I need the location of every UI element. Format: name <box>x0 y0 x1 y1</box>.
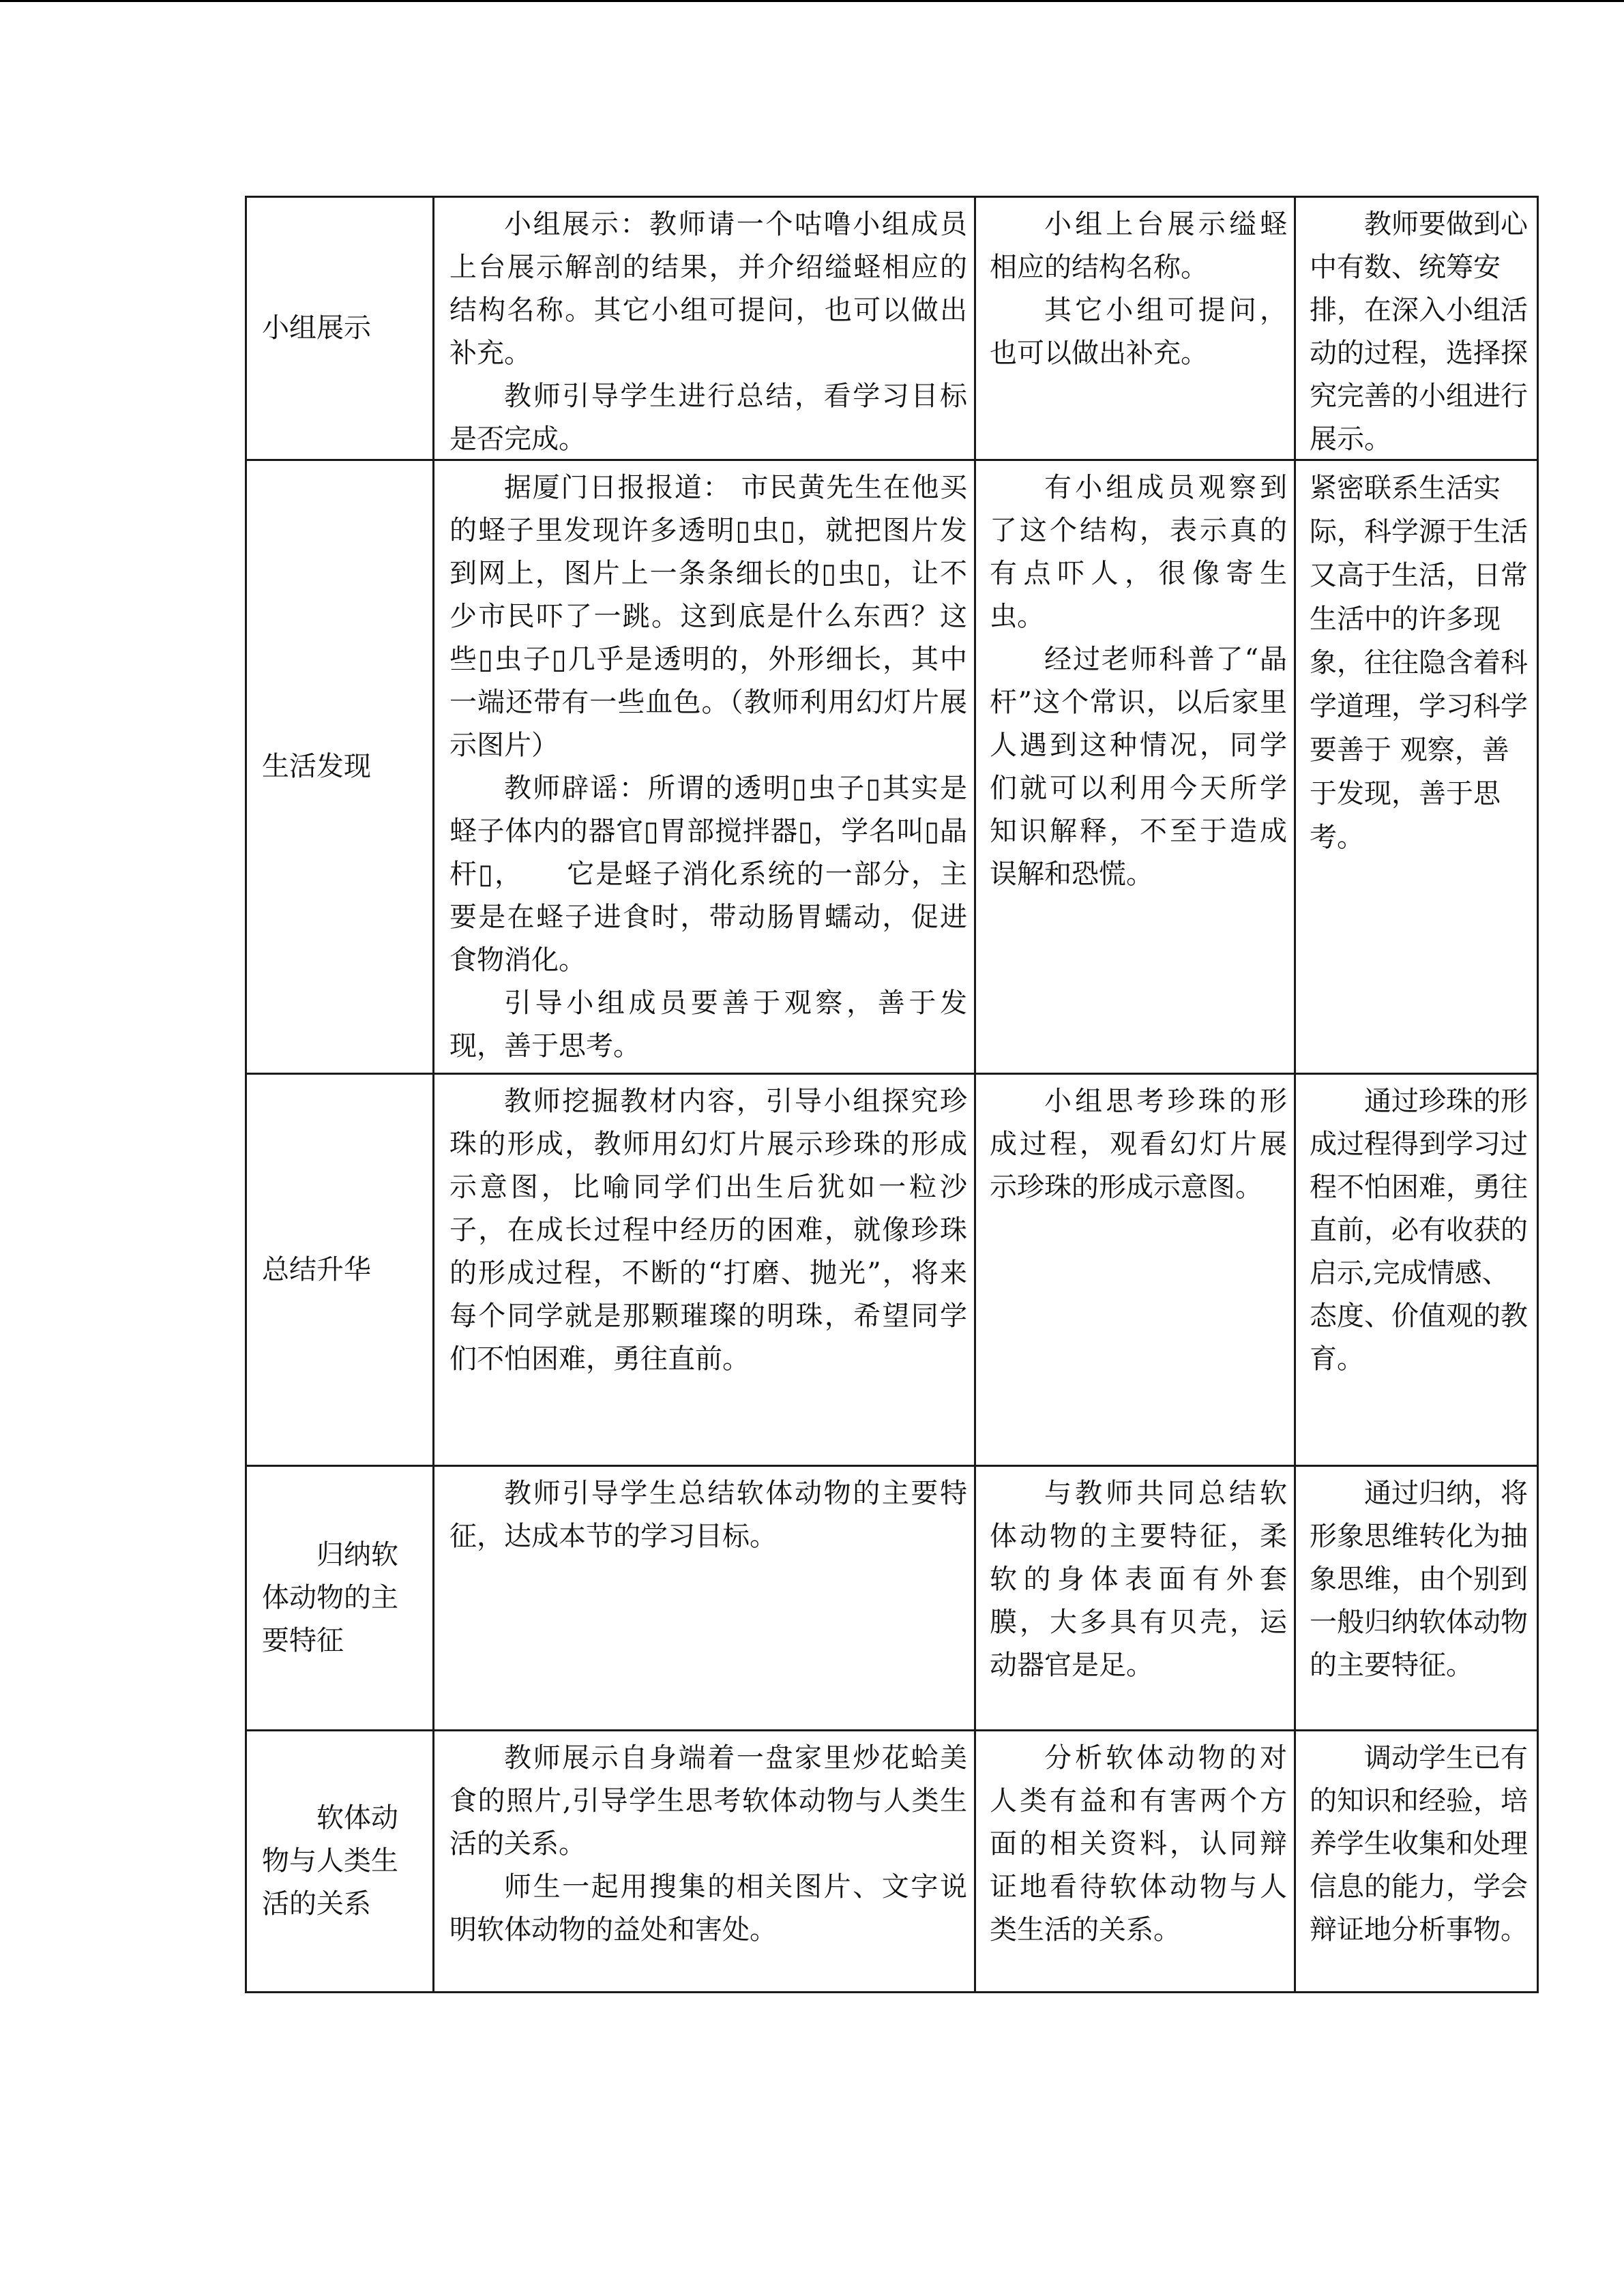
stage-cell <box>247 461 432 1073</box>
student-activity-cell <box>976 1731 1294 1991</box>
teacher-activity-cell <box>434 1731 974 1991</box>
teacher-paragraph: 教师辟谣：所谓的透明▯虫子▯其实是蛏子体内的器官▯胃部搅拌器▯，学名叫▯晶杆▯， 它是蛏子消化系统的一部分，主要是在蛏子进食时，带动肠胃蠕动，促进食物消化。 <box>449 773 967 976</box>
page-top-rule <box>0 0 1624 2</box>
teacher-paragraph: 引导小组成员要善于观察，善于发现，善于思考。 <box>449 987 967 1062</box>
teacher-activity-cell <box>434 198 974 459</box>
student-paragraph: 经过老师科普了“晶杆”这个常识，以后家里人遇到这种情况，同学们就可以利用今天所学知识解释，不至于造成误解和恐慌。 <box>990 644 1287 890</box>
stage-label: 软体动物与人类生活的关系 <box>262 1802 398 1920</box>
stage-label: 总结升华 <box>262 1253 371 1285</box>
teacher-paragraph: 小组展示：教师请一个咕噜小组成员上台展示解剖的结果，并介绍缢蛏相应的结构名称。其它小组可提问，也可以做出补充。 <box>449 209 967 369</box>
stage-label: 归纳软体动物的主要特征 <box>262 1539 398 1656</box>
teacher-paragraph: 教师展示自身端着一盘家里炒花蛤美食的照片,引导学生思考软体动物与人类生活的关系。 <box>449 1742 967 1860</box>
student-paragraph: 分析软体动物的对人类有益和有害两个方面的相关资料，认同辩证地看待软体动物与人类生活的关系。 <box>990 1742 1287 1945</box>
intent-paragraph: 通过珍珠的形成过程得到学习过程不怕困难，勇往直前，必有收获的启示,完成情感、态度、价值观的教育。 <box>1310 1086 1528 1375</box>
table-row <box>247 1467 1537 1729</box>
student-activity-cell <box>976 1467 1294 1729</box>
stage-label: 小组展示 <box>262 312 371 344</box>
student-paragraph: 小组上台展示缢蛏相应的结构名称。 <box>990 209 1287 283</box>
teacher-paragraph: 教师引导学生总结软体动物的主要特征，达成本节的学习目标。 <box>449 1478 967 1552</box>
stage-cell <box>247 198 432 459</box>
design-intent-cell <box>1296 198 1539 459</box>
table-row <box>247 1731 1537 1991</box>
intent-paragraph: 通过归纳，将形象思维转化为抽象思维，由个别到一般归纳软体动物的主要特征。 <box>1310 1478 1528 1681</box>
student-paragraph: 其它小组可提问，也可以做出补充。 <box>990 295 1287 369</box>
stage-label: 生活发现 <box>262 751 371 782</box>
design-intent-cell <box>1296 461 1539 1073</box>
table-row <box>247 1075 1537 1465</box>
stage-cell <box>247 1467 432 1729</box>
student-activity-cell <box>976 1075 1294 1465</box>
design-intent-cell <box>1296 1467 1539 1729</box>
lesson-plan-table <box>245 196 1539 1993</box>
intent-paragraph: 紧密联系生活实际，科学源于生活又高于生活，日常生活中的许多现象，往往隐含着科学道理，学习科学要善于 观察，善于发现，善于思考。 <box>1310 473 1528 853</box>
design-intent-cell <box>1296 1075 1539 1465</box>
student-paragraph: 与教师共同总结软体动物的主要特征，柔软的身体表面有外套膜，大多具有贝壳，运动器官是足。 <box>990 1478 1287 1681</box>
teacher-paragraph: 教师挖掘教材内容，引导小组探究珍珠的形成，教师用幻灯片展示珍珠的形成示意图，比喻同学们出生后犹如一粒沙子，在成长过程中经历的困难，就像珍珠的形成过程，不断的“打磨、抛光”，将来每个同学就是那颗璀璨的明珠，希望同学们不怕困难，勇往直前。 <box>449 1086 967 1375</box>
student-paragraph: 有小组成员观察到了这个结构，表示真的有点吓人，很像寄生虫。 <box>990 472 1287 632</box>
teacher-activity-cell <box>434 1467 974 1729</box>
table-row <box>247 461 1537 1073</box>
teacher-paragraph: 师生一起用搜集的相关图片、文字说明软体动物的益处和害处。 <box>449 1871 967 1945</box>
student-activity-cell <box>976 198 1294 459</box>
intent-paragraph: 教师要做到心中有数、统筹安排，在深入小组活动的过程，选择探究完善的小组进行展示。 <box>1310 209 1528 455</box>
teacher-activity-cell <box>434 461 974 1073</box>
intent-paragraph: 调动学生已有的知识和经验，培养学生收集和处理信息的能力，学会辩证地分析事物。 <box>1310 1742 1528 1945</box>
teacher-paragraph: 教师引导学生进行总结，看学习目标是否完成。 <box>449 381 967 455</box>
table-row <box>247 198 1537 459</box>
teacher-activity-cell <box>434 1075 974 1465</box>
design-intent-cell <box>1296 1731 1539 1991</box>
student-activity-cell <box>976 461 1294 1073</box>
stage-cell <box>247 1731 432 1991</box>
stage-cell <box>247 1075 432 1465</box>
student-paragraph: 小组思考珍珠的形成过程，观看幻灯片展示珍珠的形成示意图。 <box>990 1086 1287 1203</box>
teacher-paragraph: 据厦门日报报道： 市民黄先生在他买的蛏子里发现许多透明▯虫▯，就把图片发到网上，图片上一条条细长的▯虫▯，让不少市民吓了一跳。这到底是什么东西？这些▯虫子▯几乎是透明的，外形细长，其中一端还带有一些血色。（教师利用幻灯片展示图片） <box>449 472 967 761</box>
